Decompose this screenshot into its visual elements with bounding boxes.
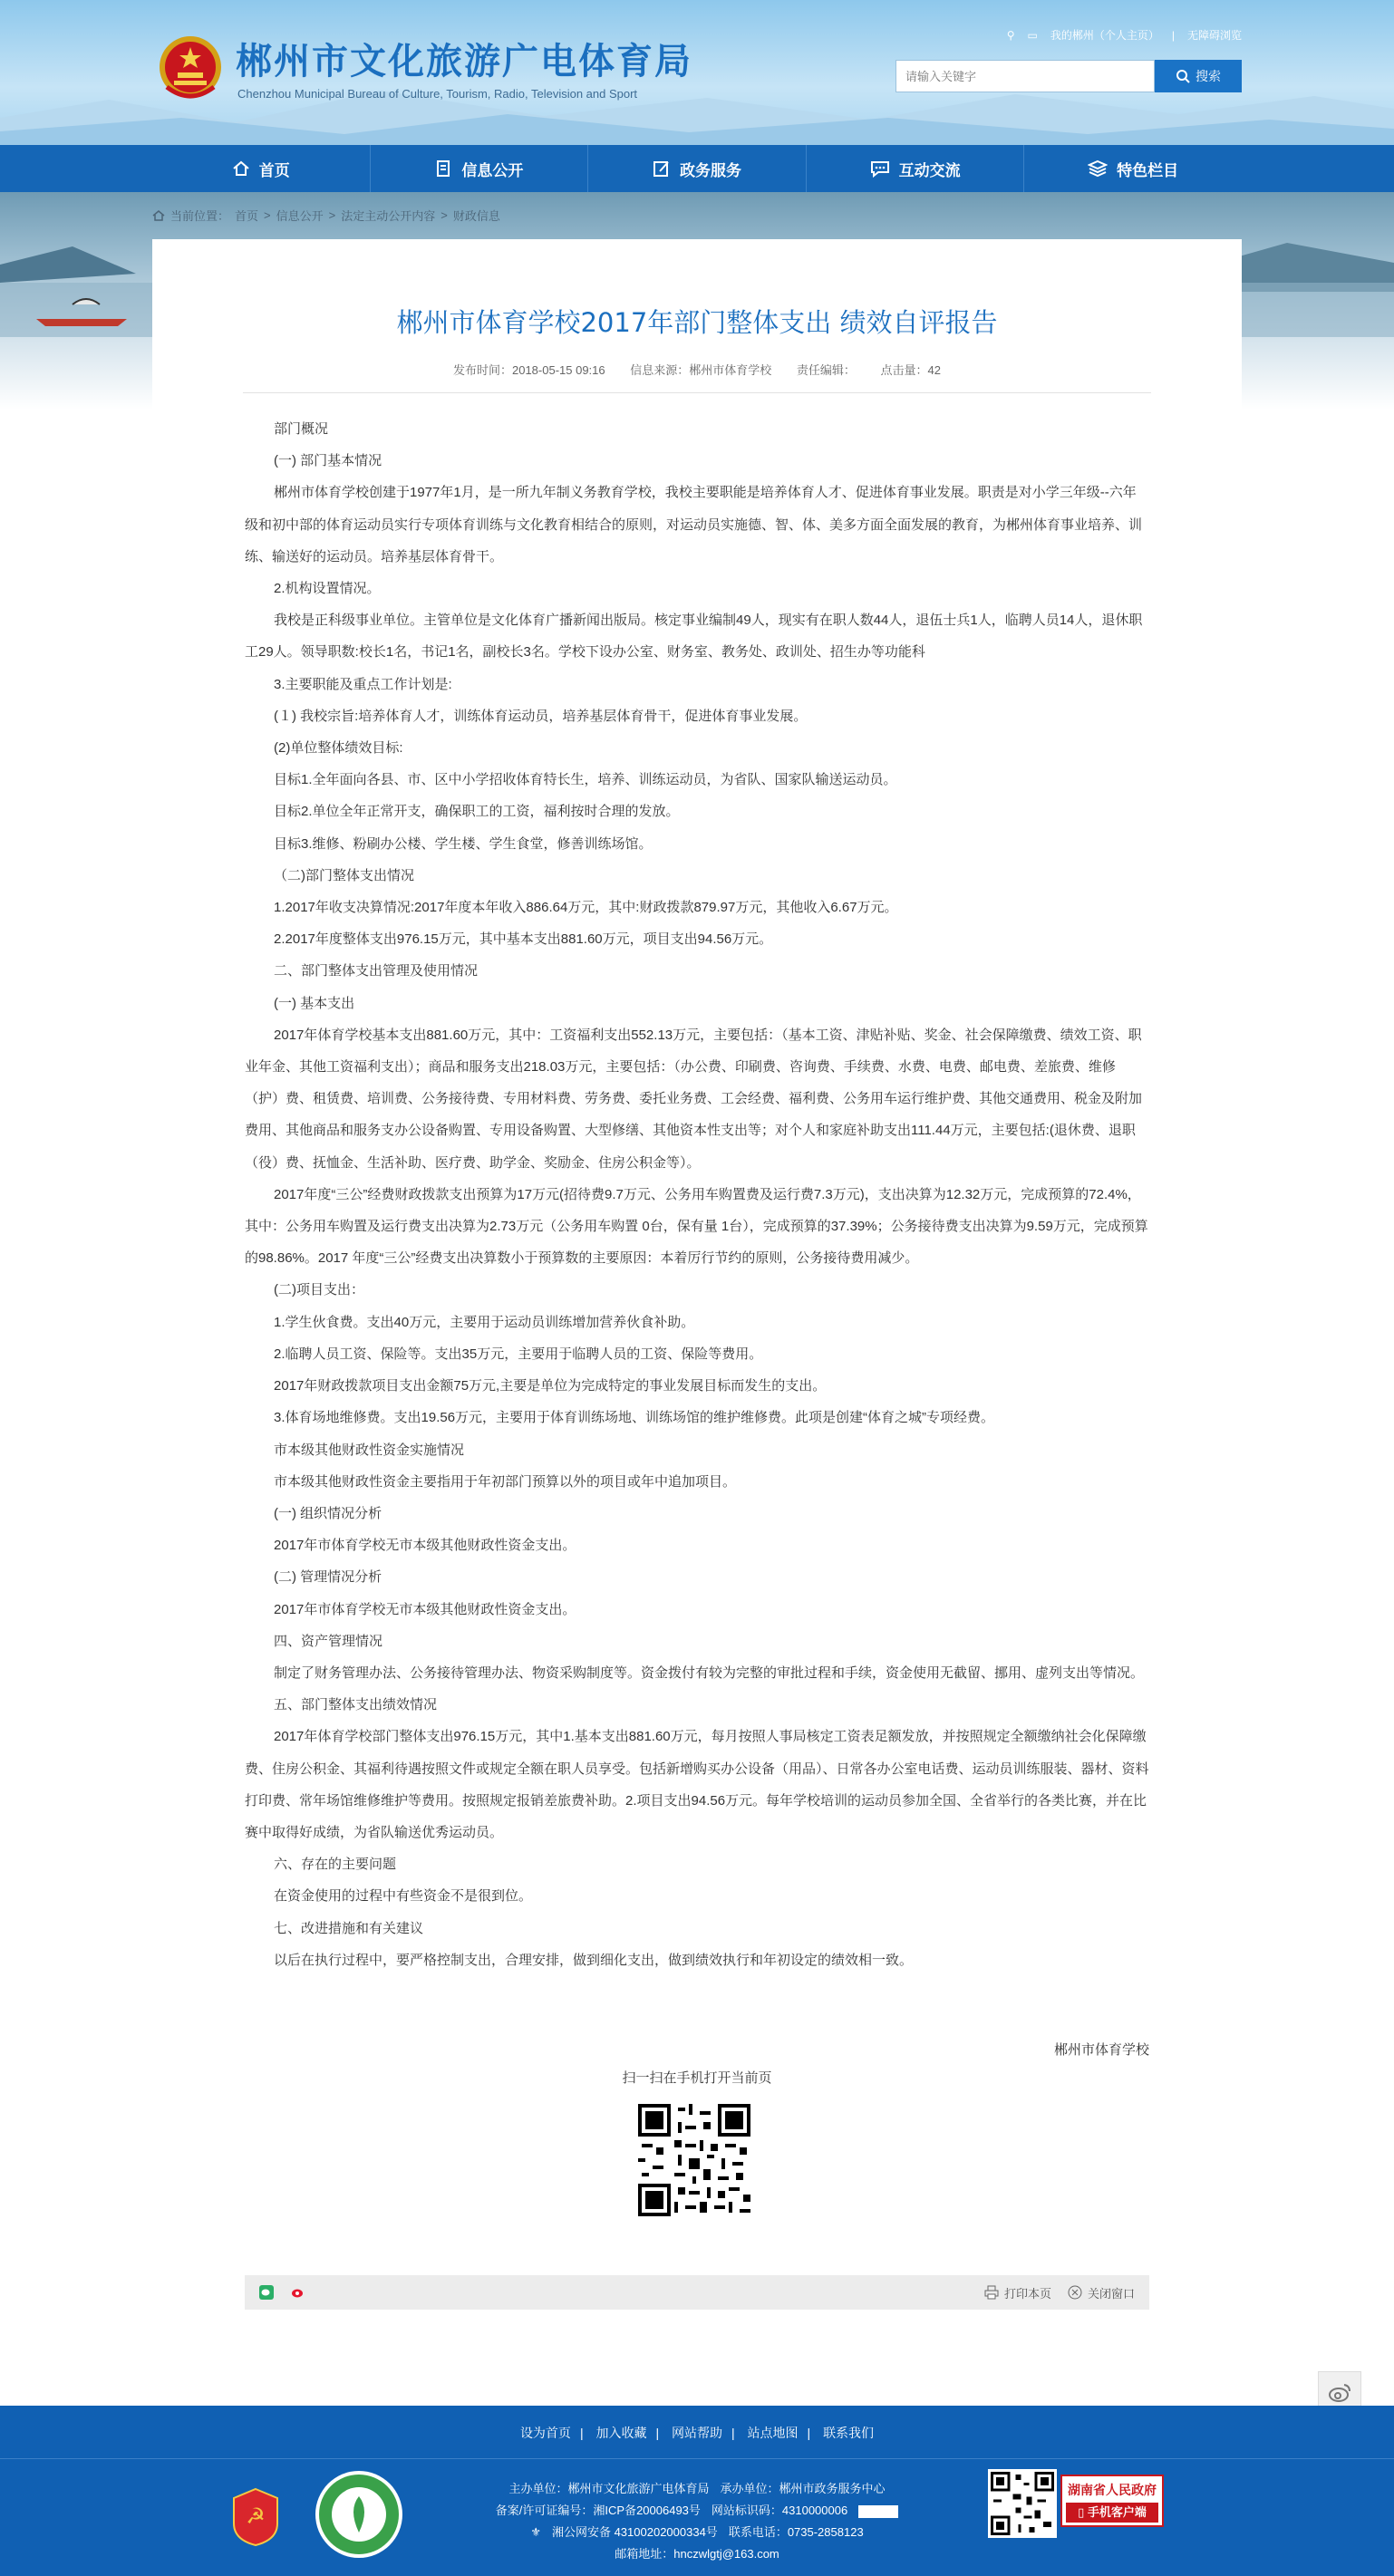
breadcrumb-separator: > — [264, 208, 271, 222]
paragraph: 我校是正科级事业单位。主管单位是文化体育广播新闻出版局。核定事业编制49人，现实有在职人数44人，退伍士兵1人，临聘人员14人，退休职工29人。领导职数:校长1名，书记1名，副校长3名。学校下设办公室、财务室、教务处、政训处、招生办等功能科 — [245, 613, 1143, 661]
footer-link-help[interactable]: 网站帮助 — [672, 2426, 722, 2440]
nav-item-home[interactable] — [152, 145, 371, 192]
search-box — [895, 60, 1242, 92]
paragraph: 1.2017年收支决算情况:2017年度本年收入886.64万元，其中:财政拨款879.97万元，其他收入6.67万元。 — [274, 900, 898, 916]
paragraph: 2.临聘人员工资、保险等。支出35万元，主要用于临聘人员的工资、保险等费用。 — [274, 1346, 763, 1362]
site-footer — [0, 2406, 1394, 2576]
nav-item-info[interactable] — [371, 145, 589, 192]
wechat-icon[interactable] — [259, 2285, 274, 2300]
nav-item-label: 特色栏目 — [1117, 161, 1179, 179]
view-count: 点击量：42 — [880, 363, 942, 377]
paragraph: 2017年体育学校部门整体支出976.15万元，其中1.基本支出881.60万元，每月按照人事局核定工资表足额发放，并按照规定全额缴纳社会化保障缴费、住房公积金、其福利待遇按照文件或规定全额在职人员享受。包括新增购买办公设备（用品）、日常各办公室电话费、运动员训练服装、器材、资料打印费、常年场馆维修维护等费用。按照规定报销差旅费补助。2.项目支出94.56万元。每年学校培训的运动员参加全国、全省举行的各类比赛，并在比赛中取得好成绩，为省队输送优秀运动员。 — [245, 1729, 1149, 1840]
weibo-icon — [1328, 2383, 1351, 2403]
police-badge-icon: ⚜ — [530, 2525, 541, 2539]
gov-error-badge[interactable] — [858, 2505, 898, 2518]
paragraph: 目标3.维修、粉刷办公楼、学生楼、学生食堂，修善训练场馆。 — [274, 835, 653, 852]
paragraph: 市本级其他财政性资金主要指用于年初部门预算以外的项目或年中追加项目。 — [274, 1473, 737, 1490]
article-meta — [243, 361, 1151, 393]
gov-app-sub: 手机客户端 — [1087, 2505, 1147, 2519]
footer-contractor: 承办单位：郴州市政务服务中心 — [720, 2482, 886, 2495]
nav-item-featured[interactable] — [1024, 145, 1242, 192]
paragraph: 2017年财政拨款项目支出金额75万元,主要是单位为完成特定的事业发展目标而发生的支出。 — [274, 1378, 827, 1394]
paragraph: 2.2017年度整体支出976.15万元，其中基本支出881.60万元，项目支出94.56万元。 — [274, 931, 773, 948]
paragraph: 六、存在的主要问题 — [274, 1857, 397, 1873]
paragraph: 2017年市体育学校无市本级其他财政性资金支出。 — [274, 1601, 576, 1617]
person-icon: ⚲ — [1006, 28, 1015, 42]
weibo-icon[interactable] — [290, 2285, 305, 2300]
site-subtitle: Chenzhou Municipal Bureau of Culture, Tourism, Radio, Television and Sport — [237, 87, 638, 101]
paragraph: (二) 管理情况分析 — [274, 1569, 382, 1586]
footer-links: 设为首页 | 加入收藏 | 网站帮助 | 站点地图 | 联系我们 — [519, 2426, 875, 2440]
footer-phone: 联系电话：0735-2858123 — [728, 2525, 864, 2539]
site-title: 郴州市文化旅游广电体育局 — [236, 40, 692, 82]
breadcrumb-item-legal[interactable]: 法定主动公开内容 — [341, 209, 436, 223]
close-icon — [1068, 2285, 1082, 2300]
top-link-accessible[interactable]: 无障碍浏览 — [1186, 29, 1242, 42]
footer-police[interactable]: 湘公网安备 43100202000334号 — [551, 2525, 718, 2539]
paragraph: 1.学生伙食费。支出40万元，主要用于运动员训练增加营养伙食补助。 — [274, 1314, 695, 1330]
breadcrumb-item-finance[interactable]: 财政信息 — [452, 209, 500, 223]
top-link-personal[interactable]: 我的郴州（个人主页） — [1050, 29, 1159, 42]
footer-link-sitemap[interactable]: 站点地图 — [747, 2426, 799, 2440]
home-icon — [232, 159, 250, 178]
footer-link-home[interactable]: 设为首页 — [519, 2426, 571, 2440]
footer-divider — [0, 2458, 1394, 2459]
footer-site-code: 网站标识码：4310000006 — [711, 2504, 848, 2517]
close-label: 关闭窗口 — [1087, 2286, 1135, 2301]
footer-qr-code — [988, 2469, 1057, 2538]
nav-item-label: 互动交流 — [898, 161, 961, 179]
publish-time: 发布时间：2018-05-15 09:16 — [452, 363, 605, 377]
paragraph: 2.机构设置情况。 — [274, 581, 381, 597]
article-editor: 责任编辑： — [796, 363, 856, 377]
paragraph: (１) 我校宗旨:培养体育人才，训练体育运动员，培养基层体育骨干，促进体育事业发展。 — [274, 708, 808, 724]
paragraph: 3.主要职能及重点工作计划是: — [274, 676, 452, 692]
qr-label: 扫一扫在手机打开当前页 — [622, 2070, 772, 2086]
paragraph: 2017年体育学校基本支出881.60万元，其中：工资福利支出552.13万元，主要包括：（基本工资、津贴补贴、奖金、社会保障缴费、绩效工资、职业年金、其他工资福利支出）；商品和服务支出218.03万元，主要包括：（办公费、印刷费、咨询费、手续费、水费、电费、邮电费、差旅费、维修（护）费、租赁费、培训费、公务接待费、专用材料费、劳务费、委托业务费、工会经费、福利费、公务用车运行维护费、其他交通费用、税金及附加费用、其他商品和服务支办公设备购置、专用设备购置、大型修缮、其他资本性支出等；对个人和家庭补助支出111.44万元，主要包括:(退休费、退职（役）费、抚恤金、生活补助、医疗费、助学金、奖励金、住房公积金等）。 — [245, 1027, 1143, 1171]
printer-icon — [984, 2285, 999, 2300]
national-emblem-logo — [156, 31, 225, 105]
breadcrumb-item-info[interactable]: 信息公开 — [276, 209, 324, 223]
nav-item-interaction[interactable] — [807, 145, 1025, 192]
article-title: 郴州市体育学校2017年部门整体支出 绩效自评报告 — [396, 307, 998, 338]
search-button[interactable] — [1155, 60, 1242, 92]
paragraph: 2017年市体育学校无市本级其他财政性资金支出。 — [274, 1538, 576, 1554]
breadcrumb-separator: > — [328, 208, 336, 222]
toolbar-actions — [984, 2284, 1135, 2301]
breadcrumb-prefix: 当前位置： — [170, 209, 230, 223]
paragraph: 制定了财务管理办法、公务接待管理办法、物资采购制度等。资金拨付有较为完整的审批过程和手续，资金使用无截留、挪用、虚列支出等情况。 — [274, 1664, 1145, 1681]
nav-item-label: 信息公开 — [461, 161, 524, 179]
top-links — [1007, 27, 1242, 43]
paragraph: (2)单位整体绩效目标: — [274, 740, 403, 757]
paragraph: 2017年度“三公”经费财政拨款支出预算为17万元(招待费9.7万元、公务用车购置费及运行费7.3万元)，支出决算为12.32万元，完成预算的72.4%，其中：公务用车购置及运行费支出决算为2.73万元（公务用车购置 0台，保有量 1台），完成预算的37.39%；公务接待费支出决算为9.59万元，完成预算的98.86%。2017 年度“三公”经费支出决算数小于预算数的主要原因：本着厉行节约的原则，公务接待费用减少。 — [245, 1186, 1148, 1267]
paragraph: (一) 基本支出 — [274, 995, 355, 1011]
nav-item-label: 政务服务 — [679, 161, 741, 179]
main-nav — [0, 145, 1394, 192]
phone-icon: ▯ — [1078, 2505, 1088, 2519]
search-button-label: 搜索 — [1196, 69, 1221, 83]
paragraph: 以后在执行过程中，要严格控制支出，合理安排，做到细化支出，做到绩效执行和年初设定的绩效相一致。 — [274, 1952, 914, 1968]
paragraph: 目标1.全年面向各县、市、区中小学招收体育特长生，培养、训练运动员，为省队、国家队输送运动员。 — [274, 772, 897, 788]
home-icon — [152, 209, 165, 222]
print-button[interactable] — [984, 2284, 1051, 2301]
chat-icon — [870, 159, 890, 178]
paragraph: 目标2.单位全年正常开支，确保职工的工资，福利按时合理的发放。 — [274, 804, 680, 820]
print-label: 打印本页 — [1003, 2286, 1051, 2301]
breadcrumb-separator: > — [440, 208, 448, 222]
paragraph: 在资金使用的过程中有些资金不是很到位。 — [274, 1888, 533, 1905]
footer-link-contact[interactable]: 联系我们 — [823, 2426, 875, 2440]
gov-app-title: 湖南省人民政府 — [1068, 2483, 1157, 2497]
paragraph: 七、改进措施和有关建议 — [274, 1920, 424, 1936]
footer-link-favorite[interactable]: 加入收藏 — [595, 2426, 647, 2440]
footer-info — [0, 2478, 1394, 2565]
document-icon — [434, 159, 452, 178]
article-signature: 郴州市体育学校 — [1053, 2042, 1149, 2058]
paragraph: 五、部门整体支出绩效情况 — [274, 1697, 438, 1713]
nav-item-services[interactable] — [588, 145, 807, 192]
article-container — [152, 239, 1242, 2359]
paragraph: 郴州市体育学校创建于1977年1月，是一所九年制义务教育学校，我校主要职能是培养体育人才、促进体育事业发展。职责是对小学三年级--六年级和初中部的体育运动员实行专项体育训练与文化教育相结合的原则，对运动员实施德、智、体、美多方面全面发展的教育，为郴州体育事业培养、训练、输送好的运动员。培养基层体育骨干。 — [245, 485, 1143, 564]
paragraph: 市本级其他财政性资金实施情况 — [274, 1442, 465, 1458]
search-input[interactable] — [895, 60, 1155, 92]
monitor-icon: ▭ — [1027, 28, 1038, 42]
footer-host: 主办单位：郴州市文化旅游广电体育局 — [508, 2482, 710, 2495]
paragraph: 3.体育场地维修费。支出19.56万元，主要用于体育训练场地、训练场馆的维护维修费。此项是创建“体育之城”专项经费。 — [274, 1410, 995, 1426]
site-header — [0, 0, 1394, 145]
footer-email: 邮箱地址：hnczwlgtj@163.com — [615, 2547, 779, 2561]
search-icon — [1176, 69, 1190, 83]
top-link-divider: | — [1171, 28, 1175, 42]
paragraph: （二)部门整体支出情况 — [274, 867, 414, 883]
hunan-gov-app-badge[interactable] — [1060, 2475, 1164, 2527]
article-body — [245, 413, 1149, 1976]
paragraph: (一) 组织情况分析 — [274, 1505, 382, 1521]
paragraph: 二、部门整体支出管理及使用情况 — [274, 963, 479, 979]
breadcrumb-item-home[interactable]: 首页 — [235, 209, 259, 223]
article-toolbar — [245, 2275, 1149, 2310]
nav-item-label: 首页 — [258, 161, 290, 179]
close-window-button[interactable] — [1068, 2284, 1135, 2301]
edit-icon — [653, 159, 671, 178]
paragraph: 部门概况 — [274, 421, 329, 437]
paragraph: (一) 部门基本情况 — [274, 453, 382, 469]
page-qr-code — [634, 2100, 754, 2220]
share-icons — [259, 2285, 305, 2300]
article-source: 信息来源：郴州市体育学校 — [630, 363, 772, 377]
breadcrumb — [152, 207, 500, 224]
layers-icon — [1088, 159, 1108, 178]
svg-text:☭: ☭ — [246, 2504, 266, 2529]
paragraph: (二)项目支出： — [274, 1282, 364, 1298]
paragraph: 四、资产管理情况 — [274, 1633, 383, 1649]
footer-icp[interactable]: 备案/许可证编号：湘ICP备20006493号 — [495, 2504, 701, 2517]
